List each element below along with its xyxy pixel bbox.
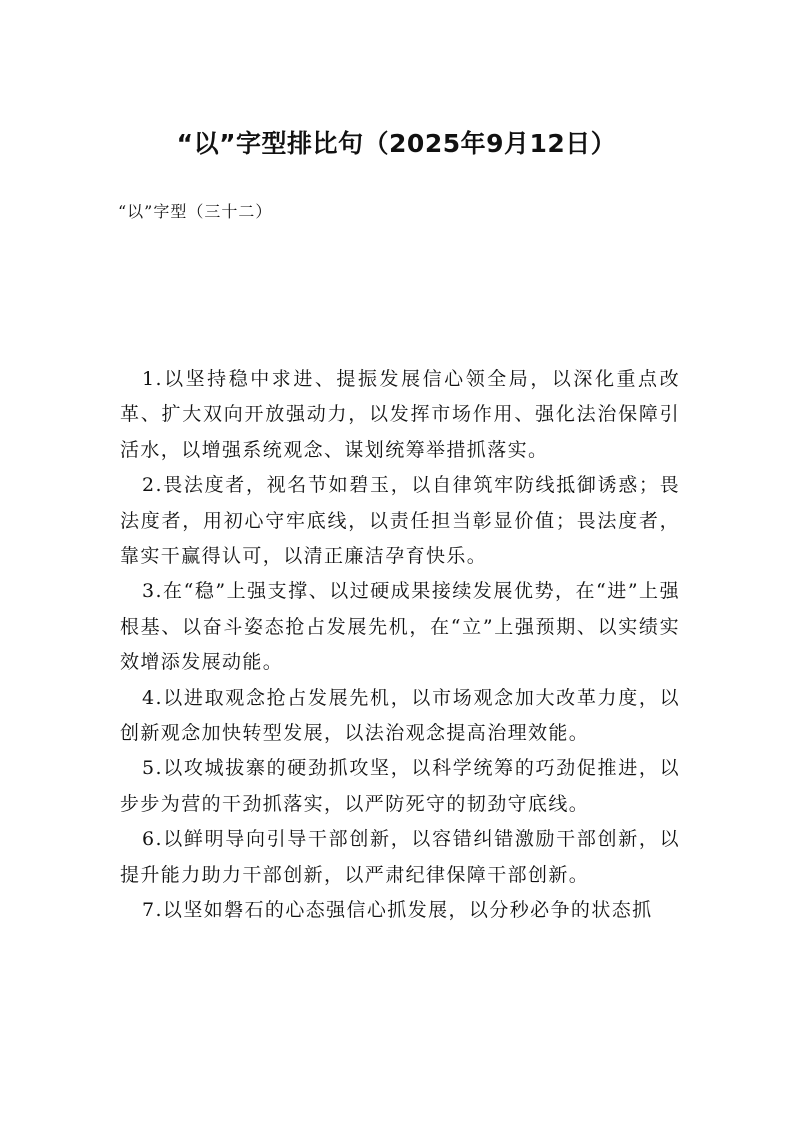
document-subtitle: “以”字型（三十二） (118, 202, 273, 221)
paragraph-3: 3.在“稳”上强支撑、以过硬成果接续发展优势，在“进”上强根基、以奋斗姿态抢占发展先机，在“立”上强预期、以实绩实效增添发展动能。 (120, 580, 680, 674)
paragraph-1: 1.以坚持稳中求进、提振发展信心领全局，以深化重点改革、扩大双向开放强动力，以发挥市场作用、强化法治保障引活水，以增强系统观念、谋划统筹举措抓落实。 (120, 368, 680, 461)
paragraph-5: 5.以攻城拔寨的硬劲抓攻坚，以科学统筹的巧劲促推进，以步步为营的干劲抓落实，以严防死守的韧劲守底线。 (120, 757, 680, 815)
document-body (120, 362, 680, 929)
paragraph-6: 6.以鲜明导向引导干部创新，以容错纠错激励干部创新，以提升能力助力干部创新，以严肃纪律保障干部创新。 (120, 828, 680, 886)
paragraph-4: 4.以进取观念抢占发展先机，以市场观念加大改革力度，以创新观念加快转型发展，以法治观念提高治理效能。 (120, 686, 680, 745)
paragraph-2: 2.畏法度者，视名节如碧玉，以自律筑牢防线抵御诱惑；畏法度者，用初心守牢底线，以责任担当彰显价值；畏法度者，靠实干赢得认可，以清正廉洁孕育快乐。 (120, 474, 680, 568)
paragraph-7: 7.以坚如磐石的心态强信心抓发展，以分秒必争的状态抓 (142, 899, 653, 922)
document-title: “以”字型排比句（2025年9月12日） (176, 129, 617, 158)
